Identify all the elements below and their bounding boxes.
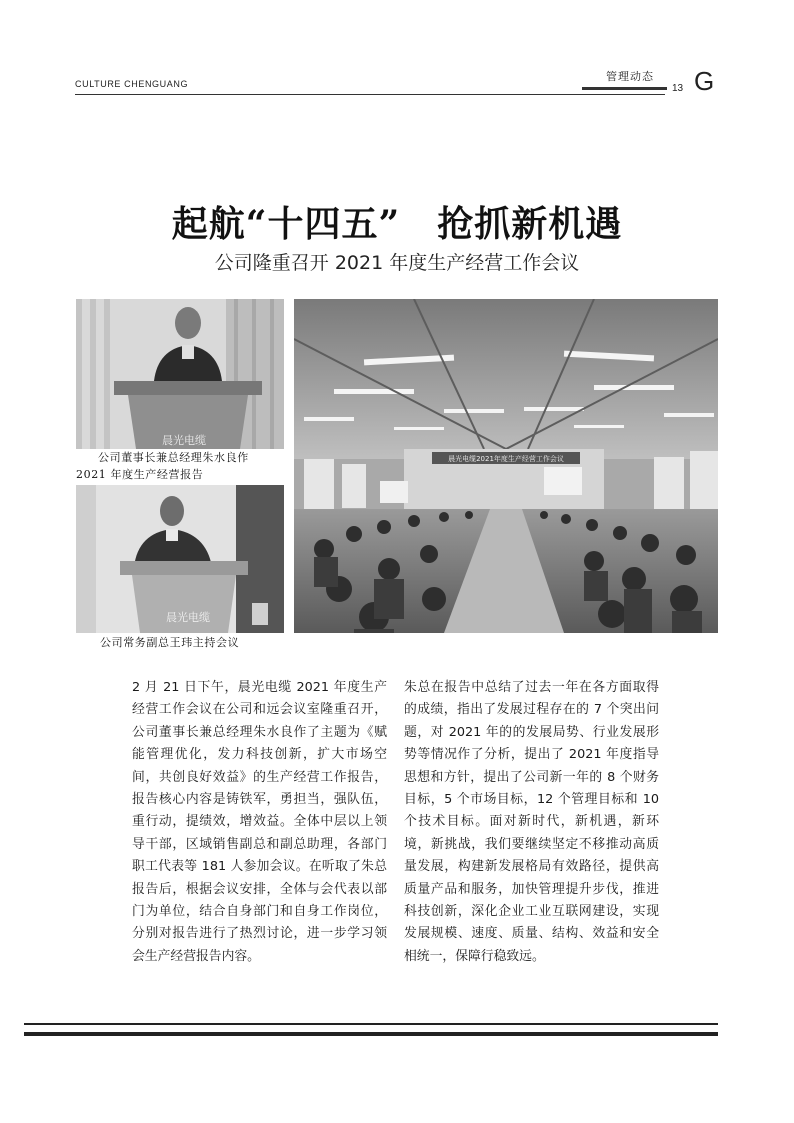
footer-rule-thick [24, 1032, 718, 1036]
podium-logo: 晨光电缆 [166, 611, 210, 624]
section-letter: G [694, 66, 715, 96]
header-rule-thick [582, 87, 667, 90]
body-column-right: 朱总在报告中总结了过去一年在各方面取得的成绩，指出了发展过程存在的 7 个突出问题，对 2021 年的的发展局势、行业发展形势等情况作了分析，提出了 2021 年度指导思想和方针，提出了公司新一年的 8 个财务目标，5 个市场目标，12 个管理目标和 10 个技术目标。面对新时代，新机遇，新环境，新挑战，我们要继续坚定不移推动高质量发展，构建新发展格局有效路径，提供高质量产品和服务，加快管理提升步伐，推进科技创新，深化企业工业互联网建设，实现发展规模、速度、质量、结构、效益和安全相统一，保障行稳致远。 [404, 680, 659, 964]
magazine-brand: CULTURE CHENGUANG [75, 79, 189, 89]
podium-logo: 晨光电缆 [162, 434, 206, 447]
body-column-left: 2 月 21 日下午，晨光电缆 2021 年度生产经营工作会议在公司和远会议室隆重召开，公司董事长兼总经理朱水良作了主题为《赋能管理优化，发力科技创新，扩大市场空间，共创良好效益》的生产经营工作报告，报告核心内容是铸铁军，勇担当，强队伍，重行动，提绩效，增效益。全体中层以上领导干部，区域销售副总和副总助理，各部门职工代表等 181 人参加会议。在听取了朱总报告后，根据会议安排，全体与会代表以部门为单位，结合自身部门和自身工作岗位，分别对报告进行了热烈讨论，进一步学习领会生产经营报告内容。 [132, 680, 387, 964]
section-label: 管理动态 [606, 70, 654, 83]
photo-conference-hall [294, 299, 718, 633]
caption-chairman-line1: 公司董事长兼总经理朱水良作 [98, 451, 249, 464]
caption-chairman-line2: 2021 年度生产经营报告 [76, 468, 204, 481]
caption-host: 公司常务副总王玮主持会议 [100, 636, 240, 649]
photo-chairman-report [76, 299, 284, 449]
photo-host [76, 485, 284, 633]
article-title: 起航“十四五” 抢抓新机遇 [171, 203, 623, 245]
footer-rule [24, 1023, 718, 1025]
article-subtitle: 公司隆重召开 2021 年度生产经营工作会议 [214, 252, 580, 274]
page-number: 13 [672, 83, 684, 94]
header-rule [75, 94, 665, 95]
hall-banner: 晨光电缆2021年度生产经营工作会议 [448, 455, 564, 463]
